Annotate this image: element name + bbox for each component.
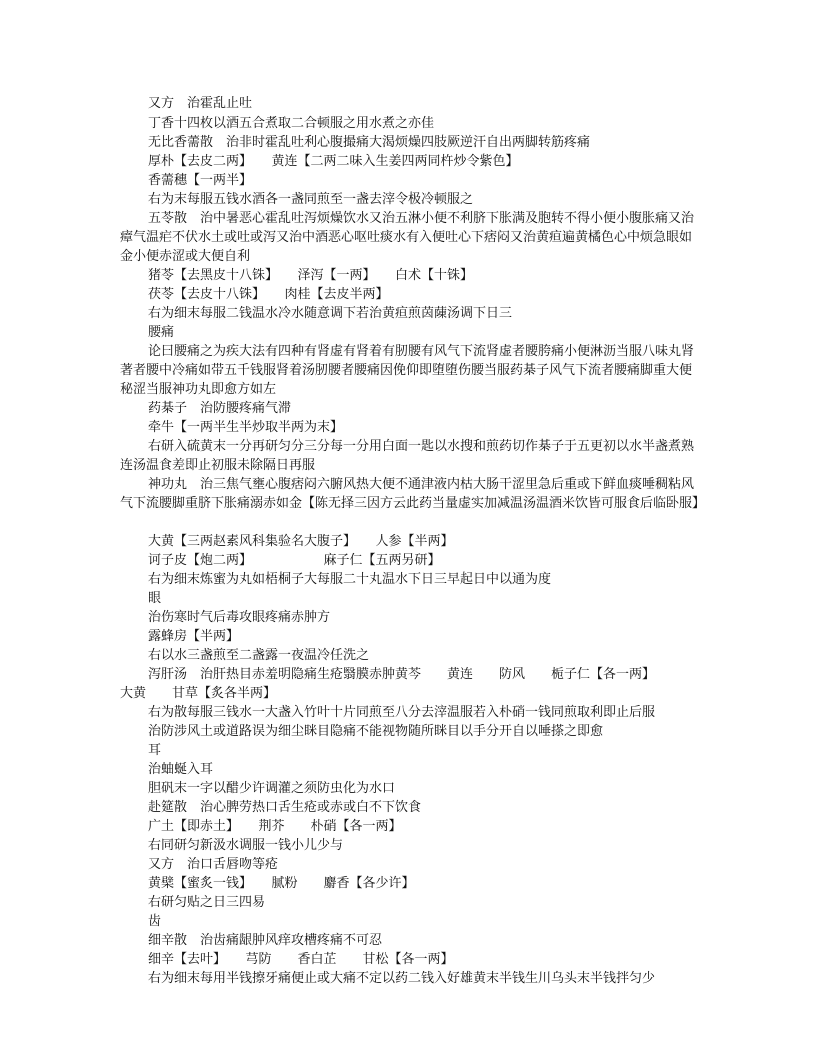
ingredient-line: 黄檗【蜜炙一钱】 腻粉 麝香【各少许】 (148, 876, 415, 891)
recipe-text: 右为散每服三钱水一大盏入竹叶十片同煎至八分去滓温服若入朴硝一钱同煎取利即止后服 (148, 705, 656, 720)
recipe-title: 赴筵散 治心脾劳热口舌生疮或赤或白不下饮食 (148, 800, 422, 815)
section-heading: 耳 (148, 743, 162, 758)
ingredient-line: 香薷穗【一两半】 (148, 173, 253, 188)
ingredient-line: 大黄 甘草【炙各半两】 (120, 686, 277, 701)
recipe-text: 胆矾末一字以醋少许调灌之须防虫化为水口 (148, 781, 396, 796)
ingredient-line: 猪苓【去黑皮十八铢】 泽泻【一两】 白术【十铢】 (148, 268, 474, 283)
ingredient-line: 细辛【去叶】 芎防 香白芷 甘松【各一两】 (148, 952, 454, 967)
section-heading: 腰痛 (148, 325, 175, 340)
recipe-title: 治伤寒时气后毒攻眼疼痛赤肿方 (148, 610, 331, 625)
recipe-text: 右为细末每用半钱擦牙痛便止或大痛不定以药二钱入好雄黄末半钱生川乌头末半钱拌匀少 (148, 971, 656, 986)
recipe-text: 右以水三盏煎至二盏露一夜温冷任洗之 (148, 648, 370, 663)
ingredient-line: 茯苓【去皮十八铢】 肉桂【去皮半两】 (148, 287, 389, 302)
recipe-text: 右研匀贴之日三四易 (148, 895, 266, 910)
recipe-title: 细辛散 治齿痛龈肿风痒攻槽疼痛不可忍 (148, 933, 383, 948)
discussion-paragraph: 论曰腰痛之为疾大法有四种有肾虚有肾着有肕腰有风气下流肾虚者腰胯痛小便淋沥当服八味丸肾著者腰中冷痛如带五千钱服肾着汤肕腰者腰痛因俛仰即堕堕伤腰当服药棊子风气下流者腰痛脚重大便秘涩当服神功丸即愈方如左 (120, 344, 695, 397)
section-heading: 眼 (148, 591, 162, 606)
recipe-paragraph: 右研入硫黄末一分再研匀分三分每一分用白面一匙以水搜和煎药切作棊子于五更初以水半盏煮熟连汤温食差即止初服未除隔日再服 (120, 439, 695, 473)
recipe-text: 治防涉风土或道路误为细尘眯目隐痛不能视物随所眯目以手分开自以唾搽之即愈 (148, 724, 604, 739)
ingredient-line: 露蜂房【半两】 (148, 629, 240, 644)
recipe-paragraph: 神功丸 治三焦气壅心腹痞闷六腑风热大便不通津液内枯大肠干涩里急后重或下鲜血痰唾稠粘风气下流腰脚重脐下胀痛溺赤如金【陈无择三因方云此药当量虚实加减温汤温酒米饮皆可服食后临卧服】 (120, 477, 706, 511)
ingredient-line: 厚朴【去皮二两】 黄连【二两二味入生姜四两同杵炒令紫色】 (148, 154, 519, 169)
recipe-title: 泻肝汤 治肝热目赤羞明隐痛生疮翳膜赤肿黄芩 黄连 防风 栀子仁【各一两】 (148, 667, 656, 682)
ingredient-line: 牵牛【一两半生半炒取半两为末】 (148, 420, 344, 435)
recipe-text: 右同研匀新汲水调服一钱小儿少与 (148, 838, 344, 853)
recipe-text: 右为末每服五钱水酒各一盏同煎至一盏去滓令极冷顿服之 (148, 192, 474, 207)
recipe-title: 治蚰蜒入耳 (148, 762, 214, 777)
recipe-title: 无比香薷散 治非时霍乱吐利心腹撮痛大渴烦燥四肢厥逆汗自出两脚转筋疼痛 (148, 135, 591, 150)
ingredient-line: 诃子皮【炮二两】 麻子仁【五两另研】 (148, 553, 441, 568)
recipe-paragraph: 五苓散 治中暑恶心霍乱吐泻烦燥饮水又治五淋小便不利脐下胀满及胞转不得小便小腹胀痛又治瘴气温疟不伏水土或吐或泻又治中酒恶心呕吐痰水有入便吐心下痞闷又治黄疸遍黄橘色心中烦急眼如金小便赤涩或大便自利 (120, 211, 695, 264)
recipe-title: 药棊子 治防腰疼痛气滞 (148, 401, 292, 416)
recipe-text: 右为细末炼蜜为丸如梧桐子大每服二十丸温水下日三早起日中以通为度 (148, 572, 552, 587)
section-heading: 齿 (148, 914, 162, 929)
recipe-title: 又方 治口舌唇吻等疮 (148, 857, 279, 872)
recipe-title: 又方 治霍乱止吐 (148, 96, 253, 111)
ingredient-line: 大黄【三两赵素风科集验名大腹子】 人参【半两】 (148, 534, 454, 549)
ingredient-line: 广土【即赤土】 荆芥 朴硝【各一两】 (148, 819, 402, 834)
recipe-text: 丁香十四枚以酒五合煮取二合顿服之用水煮之亦佳 (148, 116, 435, 131)
recipe-text: 右为细末每服二钱温水冷水随意调下若治黄疸煎茵蔯汤调下日三 (148, 306, 513, 321)
